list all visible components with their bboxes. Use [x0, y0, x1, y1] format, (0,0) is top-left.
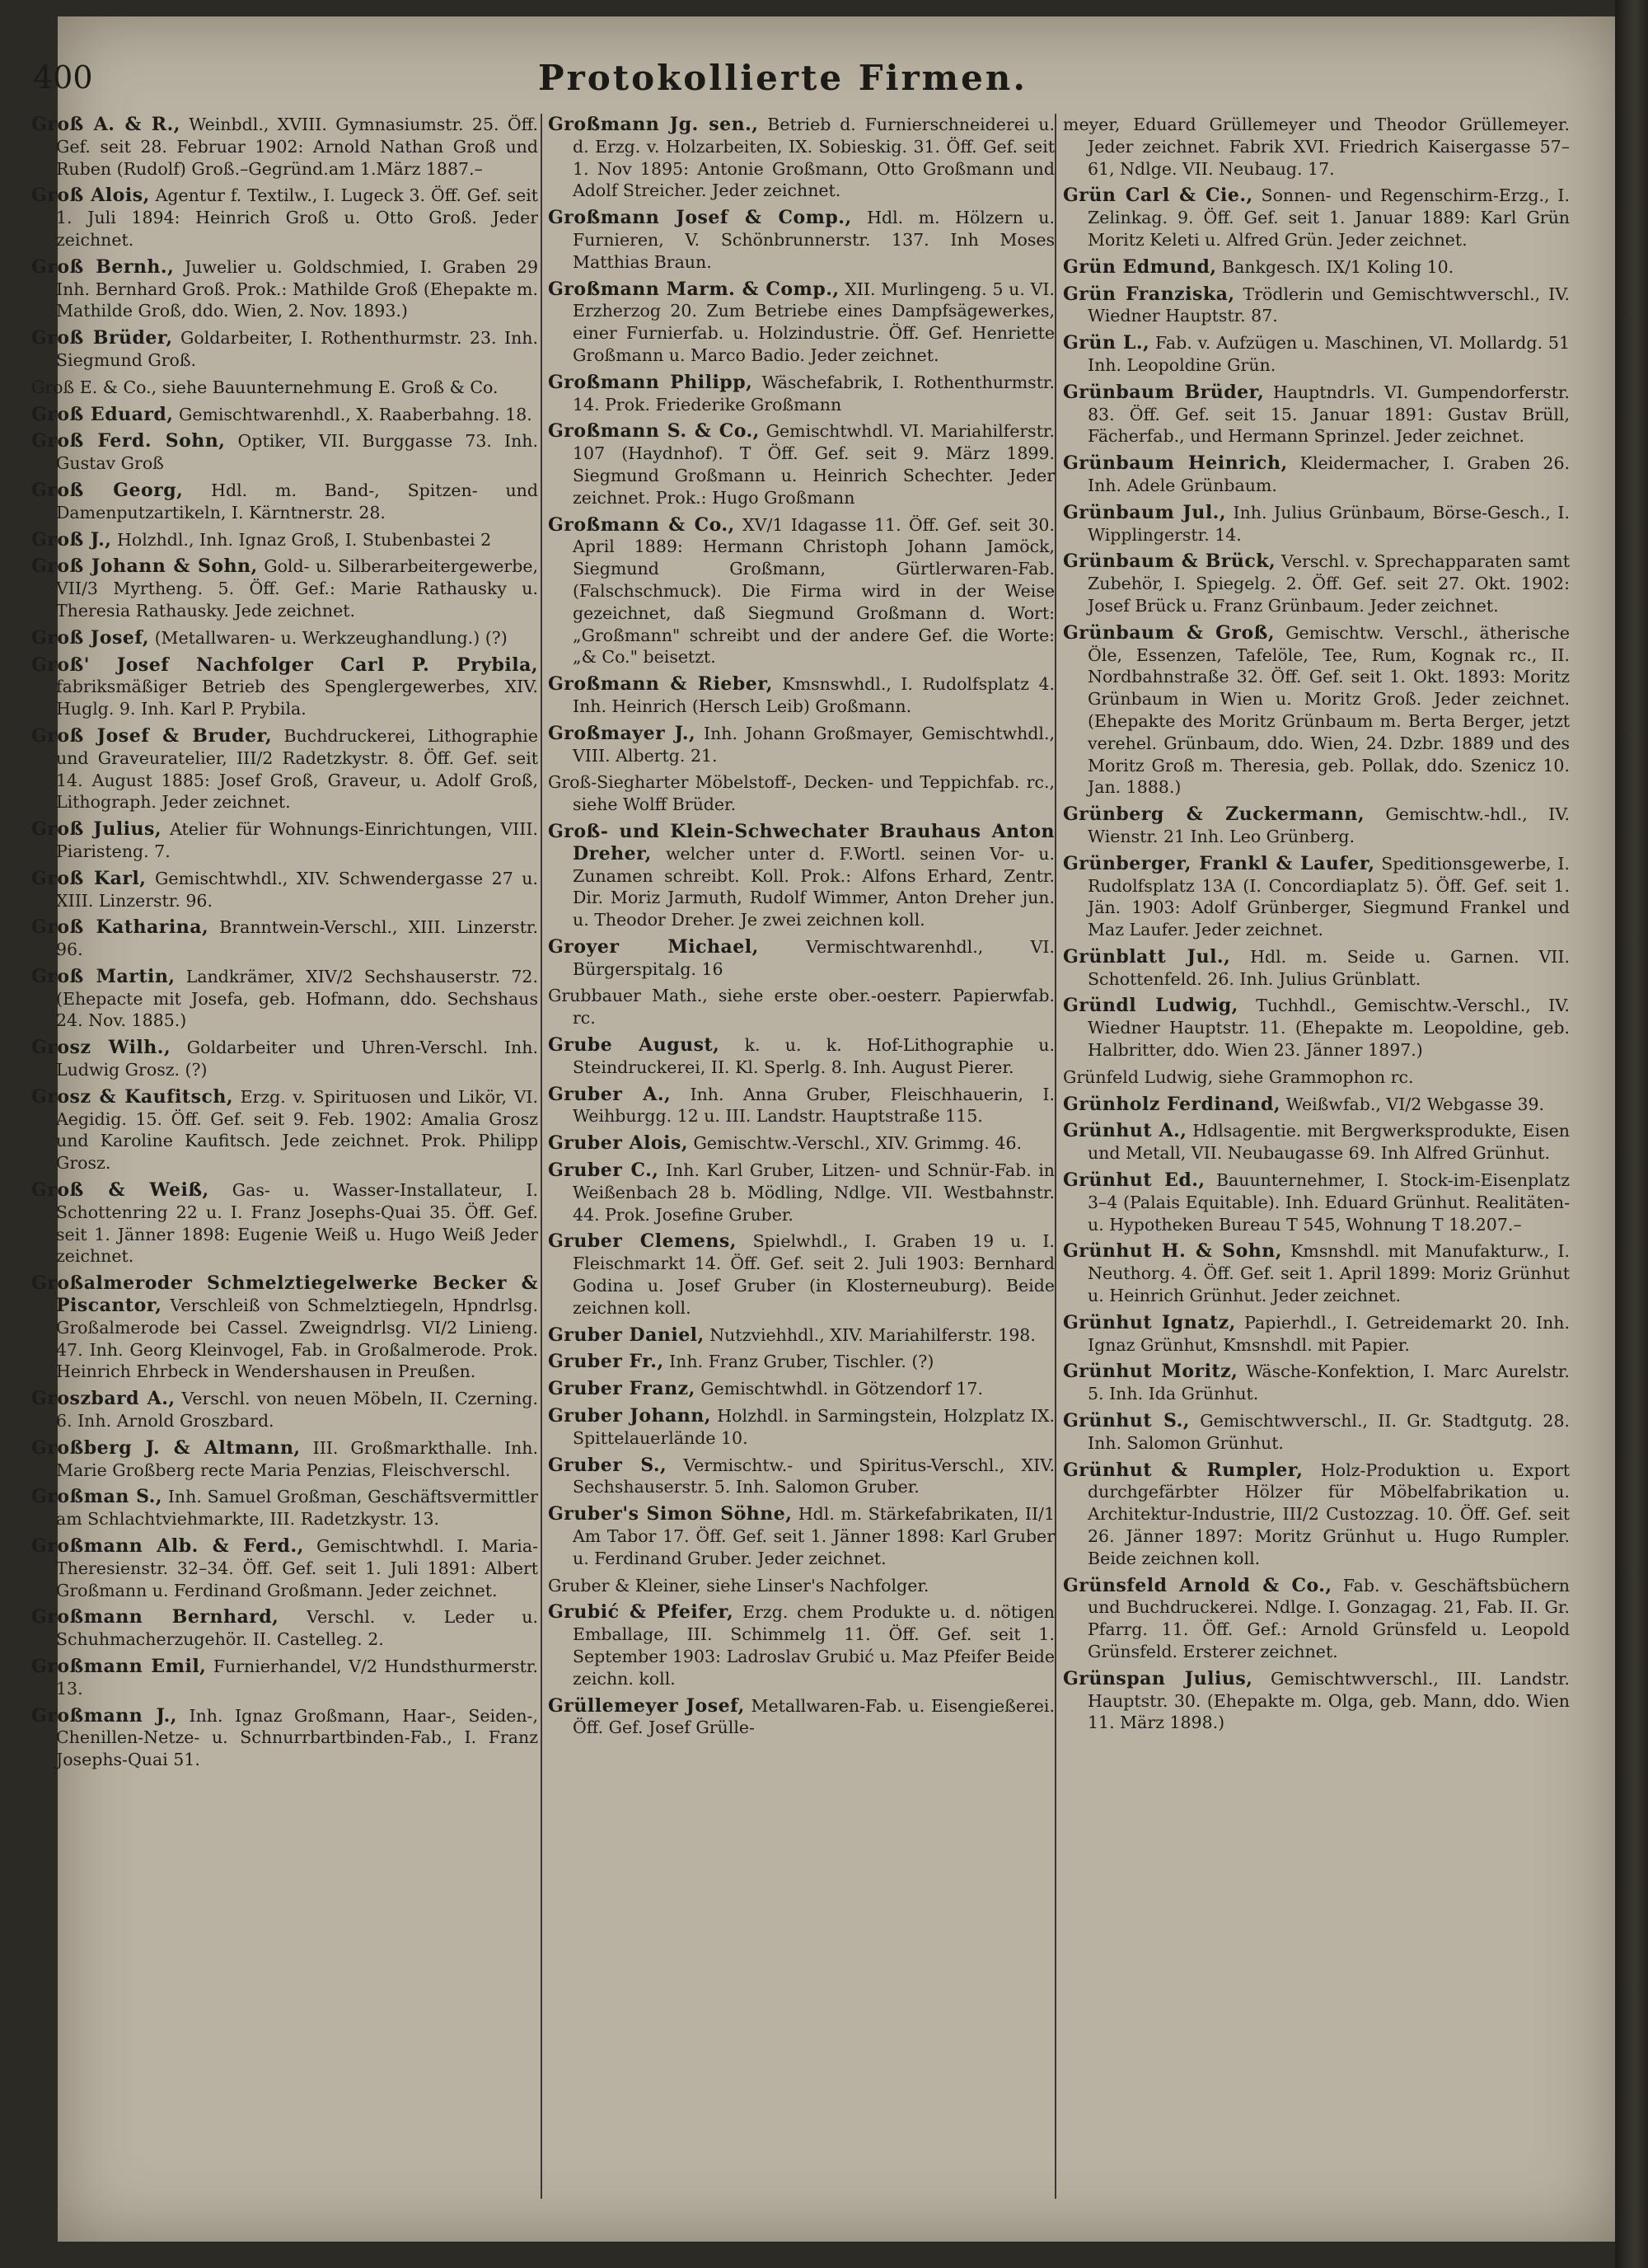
- firm-name: Grün Carl & Cie.,: [1063, 185, 1253, 207]
- firm-entry: [548, 420, 1055, 508]
- firm-name: Groß Bernh.,: [31, 255, 175, 278]
- firm-name: Grünberg & Zuckermann,: [1063, 804, 1365, 826]
- firm-details: Grünfeld Ludwig, siehe Grammophon rc.: [1063, 1066, 1414, 1087]
- firm-entry: [1063, 1361, 1570, 1405]
- firm-name: Gruber Daniel,: [548, 1324, 705, 1346]
- column-2: [548, 114, 1055, 2207]
- firm-details: Verschl. von neuen Möbeln, II. Czerning. 6. Inh. Arnold Groszbard.: [56, 1389, 538, 1432]
- column-divider: [541, 114, 542, 2199]
- firm-entry: [1063, 853, 1570, 941]
- firm-name: Groß Martin,: [31, 965, 176, 987]
- firm-name: Gruber Alois,: [548, 1132, 689, 1155]
- firm-name: Großmann Bernhard,: [31, 1606, 279, 1628]
- firm-name: Groß Eduard,: [31, 403, 174, 425]
- firm-entry: [31, 1437, 538, 1482]
- firm-name: Großberg J. & Altmann,: [31, 1436, 301, 1459]
- firm-entry: [548, 1601, 1055, 1689]
- firm-details: Hdl. m. Stärkefabrikaten, II/1 Am Tabor 17. Öff. Gef. seit 1. Jänner 1898: Karl Gruber u. Ferdinand Gruber. Jeder zeichnet.: [573, 1504, 1055, 1568]
- firm-details: Gruber & Kleiner, siehe Linser's Nachfolger.: [548, 1575, 929, 1596]
- firm-entry: [31, 377, 538, 399]
- firm-entry: [31, 327, 538, 372]
- firm-entry: [548, 114, 1055, 202]
- firm-name: Grünspan Julius,: [1063, 1667, 1253, 1689]
- firm-details: meyer, Eduard Grüllemeyer und Theodor Grüllemeyer. Jeder zeichnet. Fabrik XVI. Friedrich Kaisergasse 57–61, Ndlge. VII. Neubaug. 17.: [1063, 115, 1570, 179]
- firm-entry: [31, 404, 538, 426]
- firm-name: Großmann Emil,: [31, 1656, 207, 1677]
- firm-name: Groß Ferd. Sohn,: [31, 430, 226, 452]
- firm-name: Grün Franziska,: [1063, 283, 1235, 305]
- firm-entry: [548, 1378, 1055, 1400]
- firm-name: Grosz & Kaufitsch,: [31, 1085, 234, 1108]
- firm-entry: [31, 1388, 538, 1432]
- firm-entry: [548, 1575, 1055, 1597]
- firm-entry: [548, 1084, 1055, 1128]
- firm-details: Inh. Anna Gruber, Fleischhauerin, I. Weihburgg. 12 u. III. Landstr. Hauptstraße 115.: [573, 1084, 1055, 1127]
- firm-entry: [31, 480, 538, 524]
- firm-entry: [548, 1230, 1055, 1319]
- firm-name: Großmann Alb. & Ferd.,: [31, 1535, 304, 1558]
- firm-entry: [31, 529, 538, 551]
- firm-details: Kmsnshdl. mit Manufakturw., I. Neuthorg. 4. Öff. Gef. seit 1. April 1899: Moriz Grünhut u. Heinrich Grünhut. Jeder zeichnet.: [1088, 1241, 1570, 1306]
- firm-name: Grubić & Pfeifer,: [548, 1601, 734, 1624]
- firm-details: Hdl. m. Band-, Spitzen- und Damenputzartikeln, I. Kärntnerstr. 28.: [56, 480, 538, 522]
- firm-details: Holz-Produktion u. Export durchgefärbter Hölzer für Möbelfabrikation u. Architektur-Industrie, III/2 Custozzag. 10. Öff. Gef. seit 26. Jänner 1897: Moritz Grünhut u. Hugo Rumpler. Beide zeichnen koll.: [1088, 1460, 1570, 1568]
- firm-name: Gruber Johann,: [548, 1405, 711, 1427]
- firm-name: Großmann S. & Co.,: [548, 420, 760, 443]
- firm-entry: [1063, 452, 1570, 497]
- firm-name: Gruber C.,: [548, 1160, 659, 1182]
- firm-details: fabriksmäßiger Betrieb des Spenglergewerbes, XIV. Huglg. 9. Inh. Karl P. Prybila.: [56, 677, 538, 719]
- firm-entry: [31, 555, 538, 621]
- firm-name: Grünhut S.,: [1063, 1410, 1190, 1432]
- firm-name: Grünholz Ferdinand,: [1063, 1093, 1281, 1115]
- firm-entry: [1063, 1169, 1570, 1235]
- firm-details: Gemischtw.-Verschl., XIV. Grimmg. 46.: [688, 1133, 1023, 1154]
- firm-name: Gruber A.,: [548, 1083, 672, 1105]
- firm-details: Trödlerin und Gemischtwverschl., IV. Wiedner Hauptstr. 87.: [1088, 284, 1570, 326]
- firm-details: Weinbdl., XVIII. Gymnasiumstr. 25. Öff. Gef. seit 28. Februar 1902: Arnold Nathan Groß und Ruben (Rudolf) Groß.–Gegründ.am 1.März 1887.–: [56, 115, 538, 179]
- firm-details: Buchdruckerei, Lithographie und Graveuratelier, III/2 Radetzkystr. 8. Öff. Gef. seit 14. August 1885: Josef Groß, Graveur, u. Adolf Groß, Lithograph. Jeder zeichnet.: [56, 725, 538, 813]
- firm-name: Groß Georg,: [31, 479, 184, 501]
- page-title: Protokollierte Firmen.: [538, 58, 1028, 98]
- firm-details: Inh. Ignaz Großmann, Haar-, Seiden-, Chenillen-Netze- u. Schnurrbartbinden-Fab., I. Franz Josephs-Quai 51.: [56, 1705, 538, 1770]
- firm-name: Grünhut Ed.,: [1063, 1169, 1206, 1192]
- firm-entry: [1063, 551, 1570, 616]
- firm-name: Großmayer J.,: [548, 722, 696, 744]
- firm-details: Fab. v. Geschäftsbüchern und Buchdruckerei. Ndlge. I. Gonzagag. 21, Fab. II. Gr. Pfarrg. 11. Öff. Gef.: Arnold Grünsfeld u. Leopold Grünsfeld. Ersterer zeichnet.: [1088, 1575, 1570, 1661]
- firm-details: Kleidermacher, I. Graben 26. Inh. Adele Grünbaum.: [1088, 453, 1570, 495]
- firm-entry: [548, 1503, 1055, 1569]
- firm-details: III. Großmarkthalle. Inh. Marie Großberg recte Maria Penzias, Fleischverschl.: [56, 1437, 538, 1480]
- firm-name: Großmann Josef & Comp.,: [548, 207, 852, 229]
- firm-details: Erzg. chem Produkte u. d. nötigen Emballage, III. Schimmelg 11. Öff. Gef. seit 1. September 1903: Ladroslav Grubić u. Maz Pfeifer Beide zeichn. koll.: [573, 1602, 1055, 1689]
- firm-details: (Metallwaren- u. Werkzeughandlung.) (?): [149, 627, 508, 648]
- firm-name: Gruber Franz,: [548, 1378, 695, 1400]
- firm-entry: [548, 372, 1055, 416]
- firm-entry: [548, 207, 1055, 273]
- firm-name: Groszbard A.,: [31, 1388, 176, 1410]
- firm-name: Groß Alois,: [31, 185, 150, 207]
- firm-entry: [31, 725, 538, 813]
- firm-entry: [31, 1179, 538, 1268]
- firm-details: Gemischtwverschl., III. Landstr. Hauptstr. 30. (Ehepakte m. Olga, geb. Mann, ddo. Wien 11. März 1898.): [1088, 1668, 1570, 1733]
- firm-details: Bankgesch. IX/1 Koling 10.: [1216, 256, 1454, 277]
- firm-details: Groß-Siegharter Möbelstoff-, Decken- und Teppichfab. rc., siehe Wolff Brüder.: [548, 772, 1055, 815]
- firm-entry: [1063, 1460, 1570, 1570]
- firm-details: Gas- u. Wasser-Installateur, I. Schottenring 22 u. I. Franz Josephs-Quai 35. Öff. Gef. seit 1. Jänner 1898: Eugenie Weiß u. Hugo Weiß Jeder zeichnet.: [56, 1180, 538, 1267]
- firm-details: Landkrämer, XIV/2 Sechshauserstr. 72. (Ehepacte mit Josefa, geb. Hofmann, ddo. Sechshaus 24. Nov. 1885.): [56, 966, 538, 1031]
- firm-entry: [548, 985, 1055, 1029]
- firm-entry: [548, 1455, 1055, 1499]
- firm-details: Papierhdl., I. Getreidemarkt 20. Inh. Ignaz Grünhut, Kmsnshdl. mit Papier.: [1088, 1312, 1570, 1355]
- firm-details: Tuchhdl., Gemischtw.-Verschl., IV. Wiedner Hauptstr. 11. (Ehepakte m. Leopoldine, geb. Halbritter, ddo. Wien 23. Jänner 1897.): [1088, 996, 1570, 1061]
- firm-entry: [1063, 1575, 1570, 1663]
- firm-entry: [1063, 1066, 1570, 1089]
- firm-name: Grünsfeld Arnold & Co.,: [1063, 1574, 1332, 1596]
- book-edge: [1615, 0, 1648, 2268]
- firm-entry: [548, 1160, 1055, 1225]
- firm-name: Groß Katharina,: [31, 916, 209, 939]
- firm-details: XV/1 Idagasse 11. Öff. Gef. seit 30. April 1889: Hermann Christoph Johann Jamöck, Siegmund Großmann, Gürtlerwaren-Fab. (Falschschmuck). Die Firma wird in der Weise gezeichnet, daß Siegmund Großmann d. Wort: „Großmann" schreibt und der andere Gef. die Worte: „& Co." beisetzt.: [573, 514, 1055, 668]
- firm-details: welcher unter d. F.Wortl. seinen Vor- u. Zunamen schreibt. Koll. Prok.: Alfons Erhard, Zentr. Dir. Moriz Jarmuth, Rudolf Wimmer, Anton Dreher jun. u. Theodor Dreher. Je zwei zeichnen koll.: [573, 843, 1055, 930]
- firm-name: Großmann Marm. & Comp.,: [548, 278, 840, 300]
- firm-entry: [1063, 284, 1570, 328]
- firm-entry: [1063, 256, 1570, 279]
- firm-name: Grünbaum Brüder,: [1063, 381, 1265, 403]
- firm-entry: [31, 966, 538, 1032]
- firm-entry: [31, 818, 538, 863]
- firm-name: Großmann J.,: [31, 1704, 177, 1727]
- firm-entry: [31, 654, 538, 720]
- firm-entry: [548, 1351, 1055, 1373]
- column-3: [1063, 114, 1570, 2207]
- firm-name: Grüllemeyer Josef,: [548, 1694, 745, 1717]
- firm-details: Inh. Samuel Großman, Geschäftsvermittler am Schlachtviehmarkte, III. Radetzkystr. 13.: [56, 1487, 538, 1530]
- column-divider: [1055, 114, 1056, 2199]
- firm-name: Großmann Philipp,: [548, 371, 753, 393]
- firm-details: Hauptndrls. VI. Gumpendorferstr. 83. Öff. Gef. seit 15. Januar 1891: Gustav Brüll, Fächerfab., und Hermann Sprinzel. Jeder zeichnet.: [1088, 382, 1570, 447]
- firm-details: Gemischtw.-hdl., IV. Wienstr. 21 Inh. Leo Grünberg.: [1088, 804, 1570, 846]
- firm-details: Groß E. & Co., siehe Bauunternehmung E. Groß & Co.: [31, 377, 499, 397]
- firm-name: Groß Johann & Sohn,: [31, 555, 258, 578]
- firm-details: Wäsche-Konfektion, I. Marc Aurelstr. 5. Inh. Ida Grünhut.: [1088, 1361, 1570, 1404]
- firm-details: Holzhdl. in Sarmingstein, Holzplatz IX. Spittelauerlände 10.: [573, 1406, 1055, 1448]
- firm-name: Grünbaum & Groß,: [1063, 621, 1276, 644]
- firm-name: Grube August,: [548, 1034, 720, 1057]
- firm-name: Groß A. & R.,: [31, 114, 180, 135]
- firm-name: Grünhut A.,: [1063, 1120, 1187, 1142]
- firm-details: Gemischtwhdl. in Götzendorf 17.: [695, 1379, 983, 1399]
- firm-entry: [1063, 1312, 1570, 1357]
- firm-details: Agentur f. Textilw., I. Lugeck 3. Öff. Gef. seit 1. Juli 1894: Heinrich Groß u. Otto Groß. Jeder zeichnet.: [56, 185, 538, 250]
- firm-details: Goldarbeiter und Uhren-Verschl. Inh. Ludwig Grosz. (?): [56, 1038, 538, 1080]
- firm-name: Grünhut Moritz,: [1063, 1361, 1238, 1383]
- firm-entry: [31, 114, 538, 180]
- firm-entry: [1063, 114, 1570, 180]
- firm-entry: [548, 514, 1055, 669]
- firm-details: XII. Murlingeng. 5 u. VI. Erzherzog 20. Zum Betriebe eines Dampfsägewerkes, einer Furnierfab. u. Holzindustrie. Öff. Gef. Henriette Großmann u. Marco Badio. Jeder zeichnet.: [573, 279, 1055, 365]
- firm-entry: [31, 916, 538, 961]
- firm-name: Groß Karl,: [31, 867, 147, 889]
- firm-name: Grünbaum Heinrich,: [1063, 452, 1288, 475]
- firm-entry: [1063, 1094, 1570, 1116]
- firm-name: Gruber S.,: [548, 1454, 667, 1476]
- firm-entry: [31, 868, 538, 912]
- firm-details: Kmsnswhdl., I. Rudolfsplatz 4. Inh. Heinrich (Hersch Leib) Großmann.: [573, 674, 1055, 716]
- firm-entry: [1063, 185, 1570, 251]
- firm-details: k. u. k. Hof-Lithographie u. Steindruckerei, II. Kl. Sperlg. 8. Inh. August Pierer.: [573, 1035, 1055, 1077]
- firm-name: Grünberger, Frankl & Laufer,: [1063, 852, 1375, 874]
- firm-details: Gemischtwhdl., XIV. Schwendergasse 27 u. XIII. Linzerstr. 96.: [56, 868, 538, 911]
- firm-entry: [1063, 946, 1570, 991]
- firm-entry: [1063, 1240, 1570, 1306]
- firm-details: Inh. Franz Gruber, Tischler. (?): [663, 1352, 934, 1372]
- firm-name: Großmann & Co.,: [548, 513, 735, 536]
- firm-name: Großman S.,: [31, 1486, 163, 1508]
- firm-details: Juwelier u. Goldschmied, I. Graben 29 Inh. Bernhard Groß. Prok.: Mathilde Groß (Ehepakte m. Mathilde Groß, ddo. Wien, 2. Nov. 1893.): [56, 256, 538, 321]
- firm-details: Wäschefabrik, I. Rothenthurmstr. 14. Prok. Friederike Großmann: [573, 372, 1055, 415]
- firm-details: Goldarbeiter, I. Rothenthurmstr. 23. Inh. Siegmund Groß.: [56, 328, 538, 370]
- firm-name: Gruber Fr.,: [548, 1351, 664, 1373]
- firm-entry: [1063, 1668, 1570, 1734]
- firm-entry: [548, 1034, 1055, 1079]
- firm-entry: [1063, 1120, 1570, 1164]
- firm-name: Groß Brüder,: [31, 327, 173, 349]
- firm-name: Groyer Michael,: [548, 935, 759, 958]
- firm-details: Vermischtw.- und Spiritus-Verschl., XIV. Sechshauserstr. 5. Inh. Salomon Gruber.: [573, 1455, 1055, 1497]
- firm-details: Holzhdl., Inh. Ignaz Groß, I. Stubenbastei 2: [111, 529, 492, 550]
- firm-details: Nutzviehhdl., XIV. Mariahilferstr. 198.: [704, 1324, 1036, 1345]
- firm-details: Furnierhandel, V/2 Hundsthurmerstr. 13.: [56, 1656, 538, 1699]
- firm-name: Grünhut H. & Sohn,: [1063, 1240, 1282, 1263]
- firm-entry: [31, 1086, 538, 1174]
- firm-entry: [1063, 804, 1570, 848]
- firm-name: Grünhut Ignatz,: [1063, 1311, 1236, 1333]
- firm-entry: [1063, 1410, 1570, 1455]
- firm-details: Hdl. m. Hölzern u. Furnieren, V. Schönbrunnerstr. 137. Inh Moses Matthias Braun.: [573, 208, 1055, 272]
- firm-entry: [31, 256, 538, 322]
- firm-details: Verschleiß von Schmelztiegeln, Hpndrlsg. Großalmerode bei Cassel. Zweigndrlsg. VI/2 Linieng. 47. Inh. Georg Kleinvogel, Fab. in Großalmerode. Prok. Heinrich Ehrbeck in Wendershausen in Preußen.: [56, 1296, 538, 1382]
- firm-details: Verschl. v. Sprechapparaten samt Zubehör, I. Spiegelg. 2. Öff. Gef. seit 27. Okt. 1902: Josef Brück u. Franz Grünbaum. Jeder zeichnet.: [1088, 551, 1570, 616]
- firm-details: Optiker, VII. Burggasse 73. Inh. Gustav Groß: [56, 431, 538, 474]
- firm-details: Metallwaren-Fab. u. Eisengießerei. Öff. Gef. Josef Grülle-: [573, 1695, 1055, 1738]
- firm-details: Gemischtwverschl., II. Gr. Stadtgutg. 28. Inh. Salomon Grünhut.: [1088, 1411, 1570, 1453]
- firm-entry: [1063, 502, 1570, 546]
- firm-name: Grünbaum & Brück,: [1063, 551, 1276, 573]
- firm-name: Grosz Wilh.,: [31, 1037, 171, 1059]
- firm-entry: [31, 1037, 538, 1081]
- firm-details: Betrieb d. Furnierschneiderei u. d. Erzg. v. Holzarbeiten, IX. Sobieskig. 31. Öff. Gef. seit 1. Nov 1895: Antonie Großmann, Otto Großmann und Adolf Streicher. Jeder zeichnet.: [573, 115, 1055, 201]
- firm-name: Gruber's Simon Söhne,: [548, 1503, 793, 1525]
- firm-entry: [548, 279, 1055, 367]
- firm-entry: [548, 936, 1055, 981]
- firm-entry: [548, 723, 1055, 767]
- firm-entry: [1063, 995, 1570, 1061]
- firm-details: Spielwhdl., I. Graben 19 u. I. Fleischmarkt 14. Öff. Gef. seit 2. Juli 1903: Bernhard Godina u. Josef Gruber (in Klosterneuburg). Beide zeichnen koll.: [573, 1231, 1055, 1318]
- firm-name: Groß Josef & Bruder,: [31, 724, 273, 747]
- firm-details: Verschl. v. Leder u. Schuhmacherzugehör. II. Castelleg. 2.: [56, 1607, 538, 1650]
- firm-details: Gemischtwarenhdl., X. Raaberbahng. 18.: [173, 404, 532, 424]
- firm-details: Fab. v. Aufzügen u. Maschinen, VI. Mollardg. 51 Inh. Leopoldine Grün.: [1088, 333, 1570, 375]
- firm-entry: [31, 1606, 538, 1651]
- firm-entry: [1063, 622, 1570, 799]
- firm-name: Groß' Josef Nachfolger Carl P. Prybila,: [31, 654, 538, 676]
- firm-details: Sonnen- und Regenschirm-Erzg., I. Zelinkag. 9. Öff. Gef. seit 1. Januar 1889: Karl Grün Moritz Keleti u. Alfred Grün. Jeder zeichnet.: [1088, 185, 1570, 250]
- firm-details: Atelier für Wohnungs-Einrichtungen, VIII. Piaristeng. 7.: [56, 819, 538, 861]
- firm-name: Groß & Weiß,: [31, 1179, 209, 1202]
- firm-details: Vermischtwarenhdl., VI. Bürgerspitalg. 16: [573, 936, 1055, 979]
- firm-name: Grünbaum Jul.,: [1063, 501, 1226, 523]
- firm-entry: [548, 1695, 1055, 1740]
- firm-name: Großmann & Rieber,: [548, 673, 773, 696]
- firm-details: Inh. Johann Großmayer, Gemischtwhdl., VIII. Albertg. 21.: [573, 723, 1055, 766]
- firm-details: Gemischtwhdl. VI. Mariahilferstr. 107 (Haydnhof). T Öff. Gef. seit 9. März 1899. Siegmund Großmann u. Heinrich Schechter. Jeder zeichnet. Prok.: Hugo Großmann: [573, 421, 1055, 508]
- firm-entry: [548, 821, 1055, 931]
- firm-entry: [31, 1535, 538, 1601]
- firm-entry: [548, 673, 1055, 718]
- firm-details: Gemischtw. Verschl., ätherische Öle, Essenzen, Tafelöle, Tee, Rum, Kognak rc., II. Nordbahnstraße 32. Öff. Gef. seit 1. Okt. 1893: Moritz Grünbaum in Wien u. Moritz Groß. Jeder zeichnet. (Ehepakte des Moritz Grünbaum m. Berta Berger, jetzt verehel. Grünbaum, ddo. Wien, 24. Dzbr. 1889 und des Moritz Groß m. Theresia, geb. Pollak, ddo. Szenicz 10. Jan. 1888.): [1088, 622, 1570, 798]
- firm-details: Bauunternehmer, I. Stock-im-Eisenplatz 3–4 (Palais Equitable). Inh. Eduard Grünhut. Realitäten- u. Hypotheken Bureau T 545, Wohnung T 18.207.–: [1088, 1170, 1570, 1235]
- firm-name: Großmann Jg. sen.,: [548, 114, 759, 135]
- firm-entry: [31, 627, 538, 649]
- firm-details: Inh. Julius Grünbaum, Börse-Gesch., I. Wipplingerstr. 14.: [1088, 502, 1570, 545]
- firm-entry: [548, 771, 1055, 816]
- firm-entry: [1063, 382, 1570, 448]
- firm-entry: [31, 1486, 538, 1530]
- firm-details: Erzg. v. Spirituosen und Likör, VI. Aegidig. 15. Öff. Gef. seit 9. Feb. 1902: Amalia Grosz und Karoline Kaufitsch. Jede zeichnet. Prok. Philipp Grosz.: [56, 1086, 538, 1174]
- firm-name: Groß Julius,: [31, 818, 162, 841]
- firm-entry: [31, 430, 538, 475]
- firm-details: Grubbauer Math., siehe erste ober.-oesterr. Papierwfab. rc.: [548, 986, 1055, 1029]
- firm-entry: [548, 1405, 1055, 1450]
- firm-name: Groß- und Klein-Schwechater Brauhaus Anton Dreher,: [548, 820, 1055, 865]
- firm-name: Grünhut & Rumpler,: [1063, 1459, 1304, 1481]
- column-1: [31, 114, 538, 2207]
- firm-details: Speditionsgewerbe, I. Rudolfsplatz 13A (I. Concordiaplatz 5). Öff. Gef. seit 1. Jän. 1903: Adolf Grünberger, Siegmund Frankel und Maz Laufer. Jeder zeichnet.: [1088, 853, 1570, 940]
- firm-name: Grünblatt Jul.,: [1063, 945, 1231, 968]
- firm-name: Gründl Ludwig,: [1063, 995, 1238, 1017]
- firm-entry: [31, 1272, 538, 1383]
- firm-name: Gruber Clemens,: [548, 1230, 737, 1253]
- firm-name: Grün L.,: [1063, 332, 1150, 354]
- firm-details: Hdl. m. Seide u. Garnen. VII. Schottenfeld. 26. Inh. Julius Grünblatt.: [1088, 946, 1570, 989]
- firm-entry: [548, 1324, 1055, 1347]
- firm-name: Groß Josef,: [31, 626, 150, 649]
- firm-details: Hdlsagentie. mit Bergwerksprodukte, Eisen und Metall, VII. Neubaugasse 69. Inh Alfred Grünhut.: [1088, 1121, 1570, 1164]
- firm-entry: [1063, 332, 1570, 377]
- firm-entry: [31, 1656, 538, 1700]
- firm-entry: [548, 1132, 1055, 1155]
- page-number: 400: [33, 59, 93, 96]
- firm-name: Großalmeroder Schmelztiegelwerke Becker & Piscantor,: [31, 1272, 538, 1317]
- firm-name: Grün Edmund,: [1063, 255, 1217, 278]
- firm-details: Inh. Karl Gruber, Litzen- und Schnür-Fab. in Weißenbach 28 b. Mödling, Ndlge. VII. Westbahnstr. 44. Prok. Josefine Gruber.: [573, 1160, 1055, 1225]
- firm-details: Gold- u. Silberarbeitergewerbe, VII/3 Myrtheng. 5. Öff. Gef.: Marie Rathausky u. Theresia Rathausky. Jede zeichnet.: [56, 556, 538, 621]
- firm-entry: [31, 185, 538, 251]
- firm-name: Groß J.,: [31, 528, 112, 551]
- firm-details: Weißwfab., VI/2 Webgasse 39.: [1280, 1094, 1545, 1114]
- page-header: [25, 51, 1541, 101]
- firm-entry: [31, 1705, 538, 1771]
- firm-details: Branntwein-Verschl., XIII. Linzerstr. 96.: [56, 917, 538, 960]
- firm-details: Gemischtwhdl. I. Maria-Theresienstr. 32–34. Öff. Gef. seit 1. Juli 1891: Albert Großmann u. Ferdinand Großmann. Jeder zeichnet.: [56, 1536, 538, 1600]
